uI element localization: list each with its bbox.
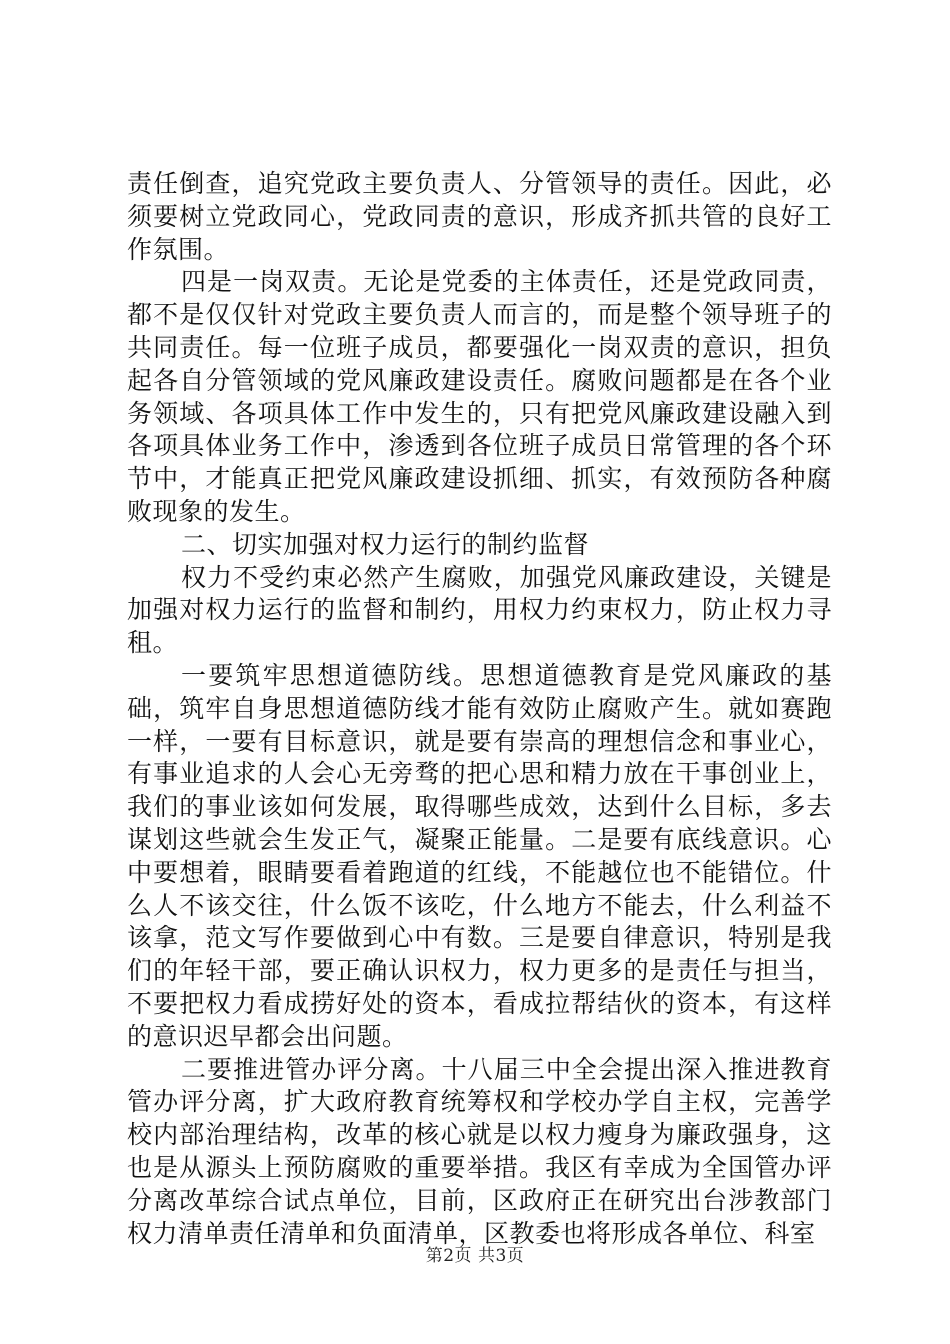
paragraph-continuation: 责任倒查，追究党政主要负责人、分管领导的责任。因此，必须要树立党政同心，党政同责的意识，形成齐抓共管的良好工作氛围。 bbox=[127, 169, 832, 264]
paragraph-moral-defense: 一要筑牢思想道德防线。思想道德教育是党风廉政的基础，筑牢自身思想道德防线才能有效防止腐败产生。就如赛跑一样，一要有目标意识，就是要有崇高的理想信念和事业心，有事业追求的人会心无旁骛的把心思和精力放在干事创业上，我们的事业该如何发展，取得哪些成效，达到什么目标，多去谋划这些就会生发正气，凝聚正能量。二是要有底线意识。心中要想着，眼睛要看着跑道的红线，不能越位也不能错位。什么人不该交往，什么饭不该吃，什么地方不能去，什么利益不该拿，范文写作要做到心中有数。三是要自律意识，特别是我们的年轻干部，要正确认识权力，权力更多的是责任与担当，不要把权力看成捞好处的资本，看成拉帮结伙的资本，有这样的意识迟早都会出问题。 bbox=[127, 660, 832, 1051]
paragraph-power-supervision: 权力不受约束必然产生腐败，加强党风廉政建设，关键是加强对权力运行的监督和制约，用权力约束权力，防止权力寻租。 bbox=[127, 562, 832, 658]
page-footer: 第2页 共3页 bbox=[425, 1246, 525, 1266]
paragraph-separation-reform: 二要推进管办评分离。十八届三中全会提出深入推进教育管办评分离，扩大政府教育统筹权和学校办学自主权，完善学校内部治理结构，改革的核心就是以权力瘦身为廉政强身，这也是从源头上预防腐败的重要举措。我区有幸成为全国管办评分离改革综合试点单位，目前，区政府正在研究出台涉教部门权力清单责任清单和负面清单，区教委也将形成各单位、科室 bbox=[127, 1054, 832, 1248]
section-heading: 二、切实加强对权力运行的制约监督 bbox=[181, 529, 590, 559]
document-body bbox=[127, 168, 832, 1250]
paragraph-one-post-two-duties: 四是一岗双责。无论是党委的主体责任，还是党政同责，都不是仅仅针对党政主要负责人而言的，而是整个领导班子的共同责任。每一位班子成员，都要强化一岗双责的意识，担负起各自分管领域的党风廉政建设责任。腐败问题都是在各个业务领域、各项具体工作中发生的，只有把党风廉政建设融入到各项具体业务工作中，渗透到各位班子成员日常管理的各个环节中，才能真正把党风廉政建设抓细、抓实，有效预防各种腐败现象的发生。 bbox=[127, 267, 832, 526]
